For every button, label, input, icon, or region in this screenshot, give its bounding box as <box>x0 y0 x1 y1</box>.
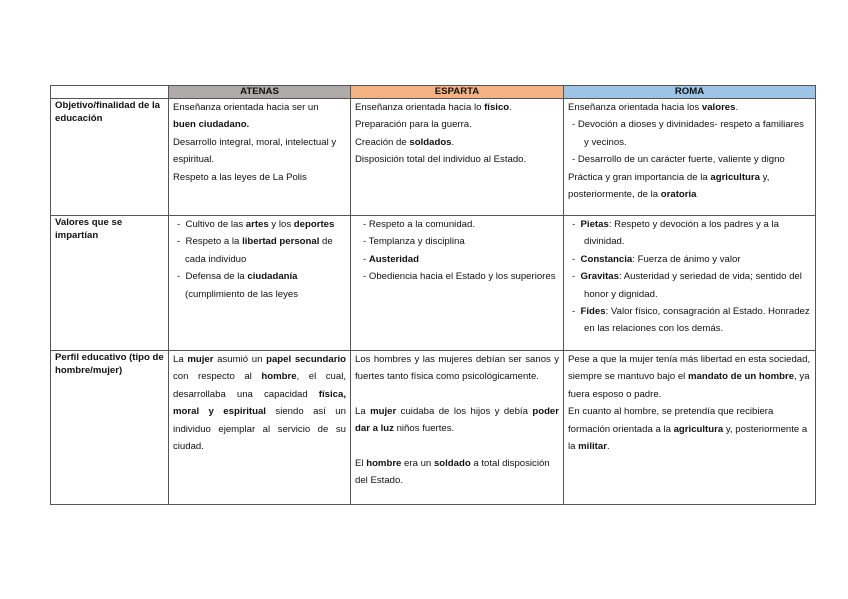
cell-valores-esparta: - Respeto a la comunidad. - Templanza y disciplina - Austeridad - Obediencia hacia el Estado y los superiores <box>351 216 564 351</box>
cell-perfil-atenas: La mujer asumió un papel secundario con respecto al hombre, el cual, desarrollaba una capacidad física, moral y espiritual siendo así un individuo ejemplar al servicio de su ciudad. <box>169 351 351 505</box>
row-objetivo <box>51 99 816 216</box>
cell-perfil-esparta: Los hombres y las mujeres debían ser sanos y fuertes tanto física como psicológicamente. La mujer cuidaba de los hijos y debía poder dar a luz niños fuertes. El hombre era un soldado a total disposición del Estado. <box>351 351 564 505</box>
cell-valores-roma: - Pietas: Respeto y devoción a los padres y a la divinidad. - Constancia: Fuerza de ánimo y valor - Gravitas: Austeridad y seriedad de vida; sentido del honor y dignidad. - Fides: Valor físico, consagración al Estado. Honradez en las relaciones con los demás. <box>564 216 816 351</box>
header-atenas: ATENAS <box>169 86 351 99</box>
cell-objetivo-esparta: Enseñanza orientada hacia lo físico. Preparación para la guerra. Creación de soldados. Disposición total del individuo al Estado. <box>351 99 564 216</box>
cell-objetivo-roma: Enseñanza orientada hacia los valores. - Devoción a dioses y divinidades- respeto a familiares y vecinos. - Desarrollo de un carácter fuerte, valiente y digno Práctica y gran importancia de la agricultura y, posteriormente, de la oratoria <box>564 99 816 216</box>
header-esparta: ESPARTA <box>351 86 564 99</box>
cell-valores-atenas: - Cultivo de las artes y los deportes - Respeto a la libertad personal de cada individuo - Defensa de la ciudadanía (cumplimiento de las leyes <box>169 216 351 351</box>
cell-objetivo-atenas: Enseñanza orientada hacia ser un buen ciudadano. Desarrollo integral, moral, intelectual y espiritual. Respeto a las leyes de La Polis <box>169 99 351 216</box>
row-label-valores: Valores que se impartían <box>51 216 169 351</box>
cell-perfil-roma: Pese a que la mujer tenía más libertad en esta sociedad, siempre se mantuvo bajo el mandato de un hombre, ya fuera esposo o padre. En cuanto al hombre, se pretendía que recibiera formación orientada a la agricultura y, posteriormente a la militar. <box>564 351 816 505</box>
row-label-objetivo: Objetivo/finalidad de la educación <box>51 99 169 216</box>
comparison-table <box>50 85 816 505</box>
row-label-perfil: Perfil educativo (tipo de hombre/mujer) <box>51 351 169 505</box>
header-roma: ROMA <box>564 86 816 99</box>
row-perfil <box>51 351 816 505</box>
header-row <box>51 86 816 99</box>
header-blank <box>51 86 169 99</box>
row-valores <box>51 216 816 351</box>
